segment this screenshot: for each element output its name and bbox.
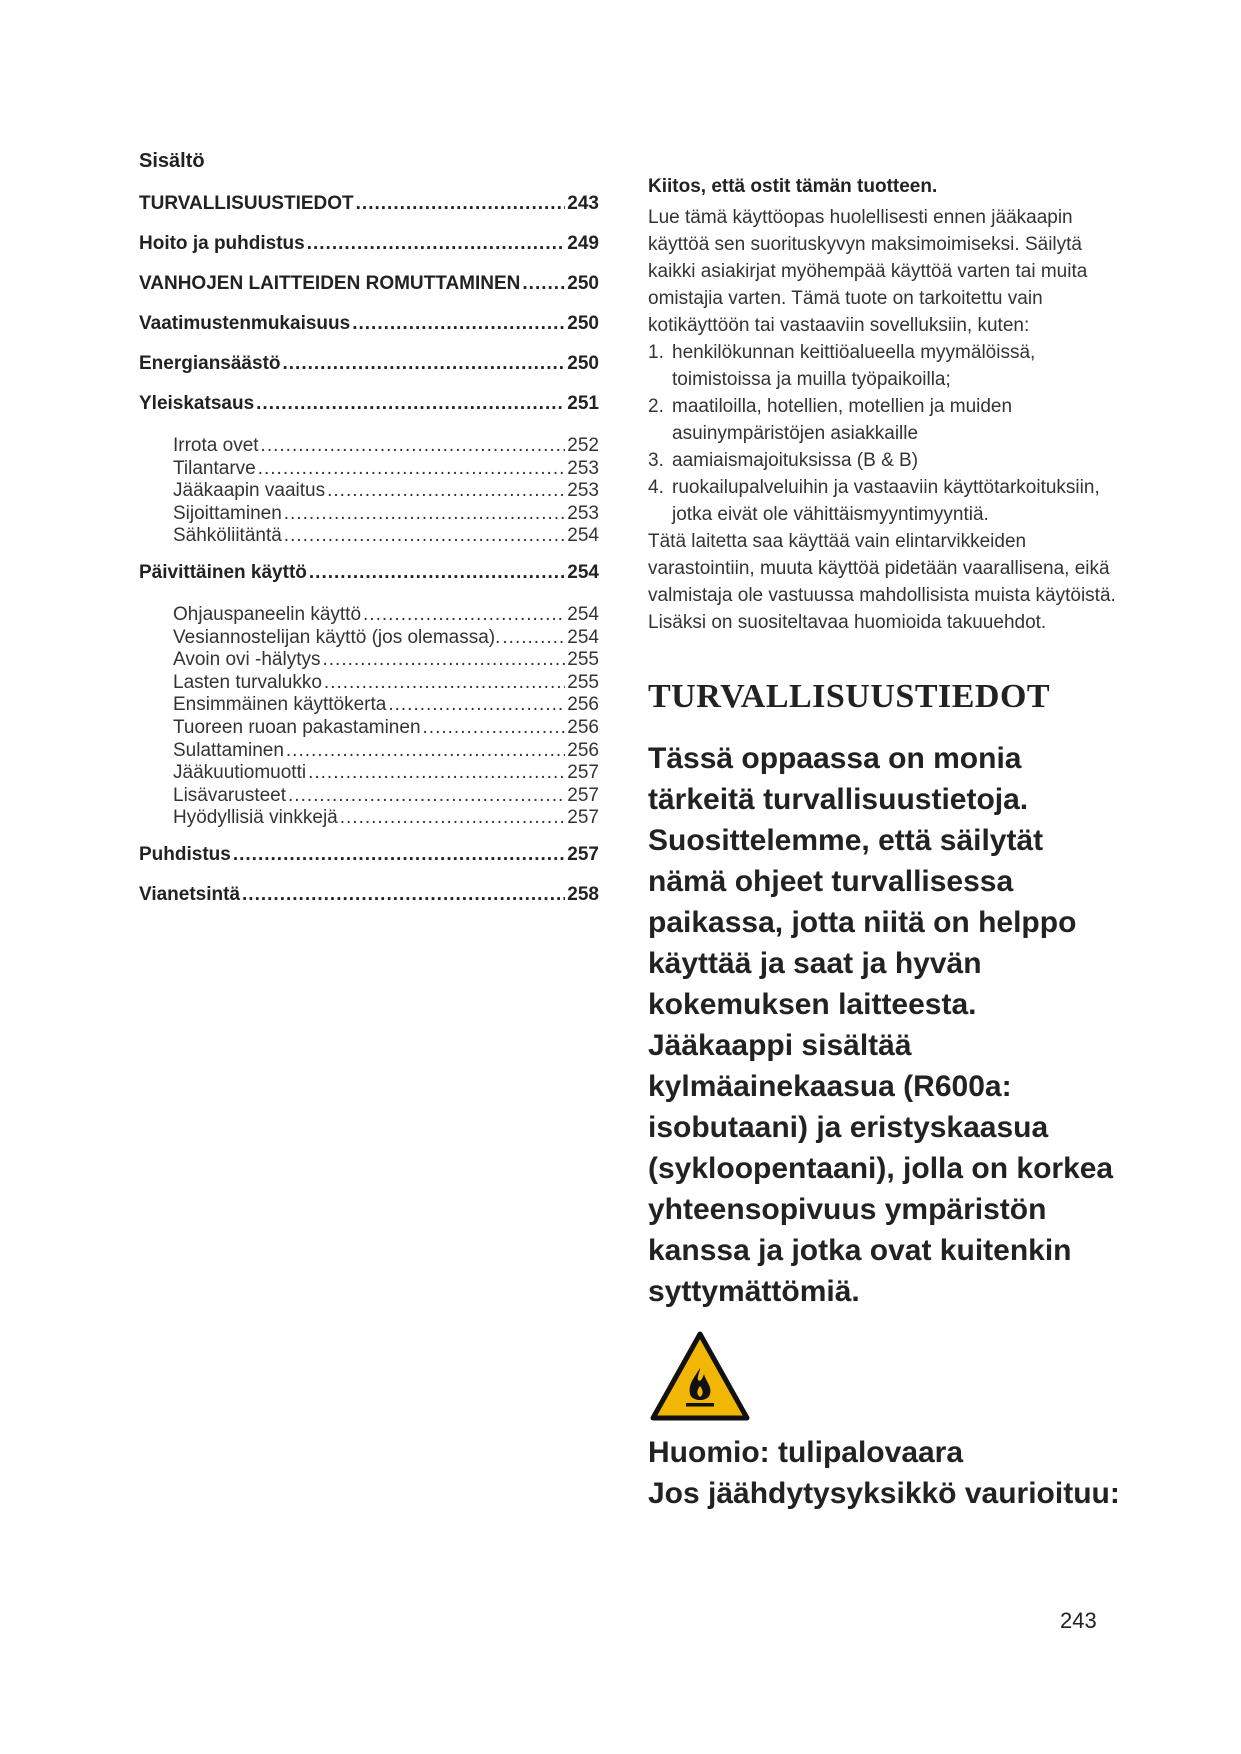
toc-entry-label: Yleiskatsaus (139, 393, 255, 414)
toc-entry (139, 273, 599, 313)
toc-subentry (139, 503, 599, 526)
section-title: TURVALLISUUSTIEDOT (648, 678, 1051, 715)
toc-entry-label: Puhdistus (139, 843, 231, 865)
toc-subentry-label: Tuoreen ruoan pakastaminen (173, 716, 421, 738)
toc-subentry-label: Irrota ovet (173, 435, 259, 456)
toc-entry (139, 233, 599, 273)
toc-subentry-page: 256 (567, 739, 599, 761)
toc-subentry (139, 717, 599, 740)
toc-entry-page: 243 (567, 193, 599, 214)
toc-subentry (139, 627, 599, 650)
toc-subentry (139, 435, 599, 458)
table-of-contents (139, 150, 599, 924)
toc-subentry-label: Avoin ovi -hälytys (173, 649, 321, 671)
toc-heading: Sisältö (139, 150, 205, 172)
toc-entry-page: 250 (567, 313, 599, 334)
list-item: 4. ruokailupalveluihin ja vastaaviin käyttötarkoituksiin, jotka eivät ole vähittäismyyntimyyntiä. (648, 477, 1100, 525)
toc-subentry (139, 762, 599, 785)
toc-subentry-label: Sähköliitäntä (173, 525, 282, 547)
toc-subentry (139, 458, 599, 481)
toc-subentry (139, 694, 599, 717)
toc-subentry-label: Lisävarusteet (173, 784, 287, 806)
toc-subentry (139, 525, 599, 548)
toc-subentry (139, 807, 599, 830)
toc-entry-page: 254 (567, 561, 599, 583)
toc-entry-page: 251 (567, 393, 599, 414)
list-item: 2. maatiloilla, hotellien, motellien ja muiden asuinympäristöjen asiakkaille (648, 396, 1013, 444)
page-number: 243 (1060, 1608, 1097, 1633)
toc-subentry-page: 256 (567, 694, 599, 716)
safety-body: Tässä oppaassa on monia tärkeitä turvallisuustietoja. Suosittelemme, että säilytät nämä ohjeet turvallisessa paikassa, jotta niitä on helppo käyttää ja saat ja hyvän kokemuksen laitteesta. Jääkaappi sisältää kylmäainekaasua (R600a: isobutaani) ja eristyskaasua (sykloopentaani), jolla on korkea yhteensopivuus ympäristön kanssa ja jotka ovat kuitenkin syttymättömiä. (648, 742, 1114, 1308)
toc-entry-page: 250 (567, 353, 599, 374)
toc-subentry-label: Jääkaapin vaaitus (173, 480, 326, 502)
toc-subentry-label: Jääkuutiomuotti (173, 762, 307, 784)
toc-subentry-page: 257 (567, 762, 599, 784)
toc-subentry-page: 254 (567, 626, 599, 648)
toc-subentry-page: 253 (567, 457, 599, 479)
toc-entry-page: 257 (567, 843, 599, 865)
toc-entry-label: Päivittäinen käyttö (139, 561, 307, 583)
toc-entry (139, 193, 599, 233)
toc-subentry-label: Tilantarve (173, 457, 256, 479)
toc-entry (139, 844, 599, 884)
toc-subentry-page: 255 (567, 649, 599, 671)
toc-subentry (139, 604, 599, 627)
intro-closing: Tätä laitetta saa käyttää vain elintarvikkeiden varastointiin, muuta käyttöä pidetään vaarallisena, eikä valmistaja ole vastuussa mahdollisista muista käytöistä. Lisäksi on suositeltavaa huomioida takuuehdot. (648, 531, 1116, 633)
toc-subentry (139, 785, 599, 808)
intro-paragraph: Lue tämä käyttöopas huolellisesti ennen jääkaapin käyttöä sen suorituskyvyn maksimoimiseksi. Säilytä kaikki asiakirjat myöhempää käyttöä varten tai muita omistajia varten. Tämä tuote on tarkoitettu vain kotikäyttöön tai vastaaviin sovelluksiin, kuten: (648, 207, 1088, 336)
toc-entry-page: 250 (567, 273, 599, 294)
toc-entry-label: Energiansäästö (139, 353, 281, 374)
toc-subentry-page: 253 (567, 502, 599, 524)
toc-entry-label: Vaatimustenmukaisuus (139, 313, 351, 334)
toc-entry (139, 884, 599, 924)
fire-hazard-icon (650, 1330, 750, 1422)
toc-subentry-label: Ensimmäinen käyttökerta (173, 694, 387, 716)
toc-subentry-page: 257 (567, 807, 599, 829)
toc-subentry-label: Vesiannostelijan käyttö (jos olemassa). (173, 626, 501, 648)
toc-entry-page: 249 (567, 233, 599, 254)
toc-subsection-overview (139, 435, 599, 548)
toc-subentry-page: 253 (567, 480, 599, 502)
toc-entry-label: Hoito ja puhdistus (139, 233, 305, 254)
toc-subentry-page: 254 (567, 525, 599, 547)
toc-subentry-page: 256 (567, 716, 599, 738)
toc-subentry (139, 649, 599, 672)
warning-line-1: Huomio: tulipalovaara (648, 1436, 964, 1469)
toc-subentry (139, 480, 599, 503)
toc-subentry (139, 740, 599, 763)
toc-subentry-page: 257 (567, 784, 599, 806)
toc-entry-label: TURVALLISUUSTIEDOT (139, 193, 354, 214)
toc-entry (139, 353, 599, 393)
toc-subentry-page: 255 (567, 671, 599, 693)
toc-subsection-daily (139, 604, 599, 830)
list-item: 1. henkilökunnan keittiöalueella myymälöissä, toimistoissa ja muilla työpaikoilla; (648, 342, 1036, 390)
intro-title: Kiitos, että ostit tämän tuotteen. (648, 176, 938, 197)
warning-line-2: Jos jäähdytysyksikkö vaurioituu: (648, 1477, 1120, 1510)
toc-entry (139, 313, 599, 353)
toc-subentry-page: 254 (567, 603, 599, 625)
toc-subentry-page: 252 (567, 435, 599, 456)
toc-entry (139, 393, 599, 433)
list-item: 3. aamiaismajoituksissa (B & B) (648, 450, 919, 471)
toc-subentry-label: Sulattaminen (173, 739, 284, 761)
usage-list (648, 339, 1128, 528)
toc-subentry-label: Ohjauspaneelin käyttö (173, 603, 362, 625)
toc-subentry-label: Hyödyllisiä vinkkejä (173, 807, 338, 829)
intro-column (648, 176, 1128, 1514)
toc-subentry (139, 672, 599, 695)
toc-subentry-label: Lasten turvalukko (173, 671, 322, 693)
toc-entry-label: VANHOJEN LAITTEIDEN ROMUTTAMINEN (139, 273, 521, 294)
toc-entry (139, 562, 599, 602)
toc-subentry-label: Sijoittaminen (173, 502, 282, 524)
toc-entry-label: Vianetsintä (139, 883, 241, 905)
toc-entry-page: 258 (567, 883, 599, 905)
